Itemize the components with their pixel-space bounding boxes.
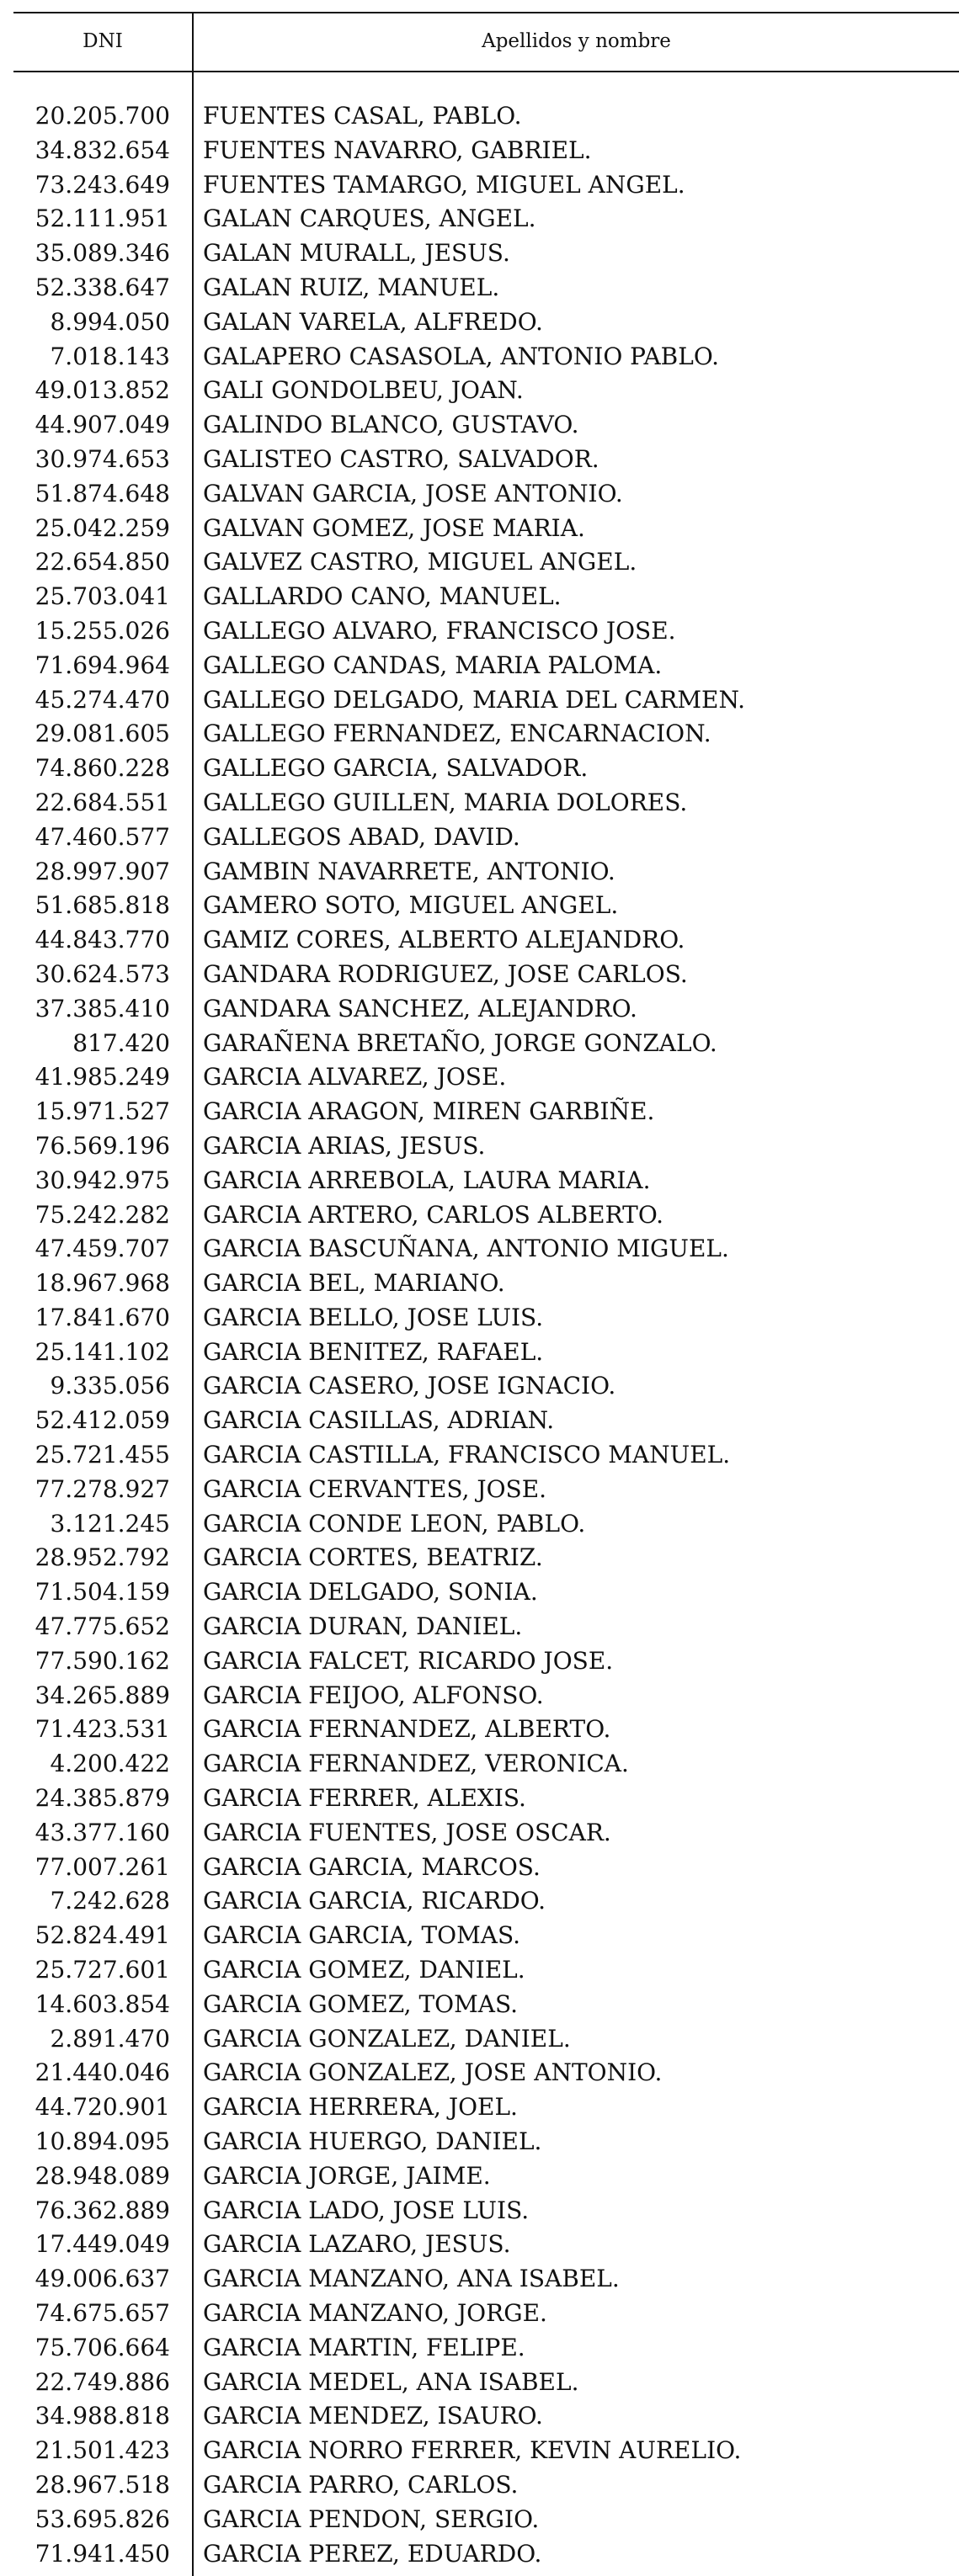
dni-cell: 3.121.245 (50, 1509, 170, 1538)
dni-cell: 22.684.551 (35, 788, 170, 816)
table-row (13, 958, 959, 992)
table-row (13, 923, 959, 958)
header-rule (13, 71, 959, 72)
table-row (13, 545, 959, 580)
name-cell: GARCIA PARRO, CARLOS. (203, 2470, 519, 2499)
name-cell: GANDARA RODRIGUEZ, JOSE CARLOS. (203, 959, 688, 988)
table-row (13, 1988, 959, 2022)
dni-cell: 18.967.968 (35, 1269, 170, 1298)
dni-cell: 77.590.162 (35, 1646, 170, 1675)
dni-cell: 7.242.628 (50, 1887, 170, 1915)
table-row (13, 1610, 959, 1644)
name-cell: GARCIA GOMEZ, DANIEL. (203, 1956, 525, 1984)
table-row (13, 305, 959, 340)
name-cell: GALLEGO DELGADO, MARIA DEL CARMEN. (203, 685, 746, 714)
name-cell: GARCIA FUENTES, JOSE OSCAR. (203, 1818, 611, 1846)
table-row (13, 512, 959, 546)
dni-cell: 52.412.059 (35, 1406, 170, 1435)
table-row (13, 1129, 959, 1164)
dni-cell: 30.624.573 (35, 959, 170, 988)
dni-cell: 51.685.818 (35, 891, 170, 920)
table-row (13, 374, 959, 408)
dni-cell: 25.042.259 (35, 513, 170, 542)
name-cell: GARCIA GONZALEZ, DANIEL. (203, 2024, 571, 2053)
dni-cell: 49.006.637 (35, 2265, 170, 2293)
name-cell: FUENTES TAMARGO, MIGUEL ANGEL. (203, 170, 685, 199)
dni-cell: 34.988.818 (35, 2402, 170, 2430)
dni-cell: 9.335.056 (50, 1372, 170, 1400)
dni-cell: 4.200.422 (50, 1750, 170, 1778)
table-row (13, 2366, 959, 2400)
table-row (13, 1541, 959, 1575)
name-cell: GAMERO SOTO, MIGUEL ANGEL. (203, 891, 619, 920)
dni-cell: 30.942.975 (35, 1166, 170, 1194)
name-cell: GALLEGO CANDAS, MARIA PALOMA. (203, 651, 663, 679)
dni-cell: 49.013.852 (35, 376, 170, 405)
dni-cell: 17.841.670 (35, 1303, 170, 1331)
personnel-table (13, 12, 959, 2576)
table-row (13, 2503, 959, 2537)
name-cell: GALAPERO CASASOLA, ANTONIO PABLO. (203, 342, 720, 370)
dni-cell: 29.081.605 (35, 720, 170, 748)
name-cell: GARCIA GONZALEZ, JOSE ANTONIO. (203, 2058, 663, 2087)
table-row (13, 271, 959, 305)
table-row (13, 889, 959, 923)
dni-cell: 17.449.049 (35, 2230, 170, 2259)
table-row (13, 1679, 959, 1713)
table-row (13, 1404, 959, 1438)
dni-cell: 71.941.450 (35, 2539, 170, 2568)
table-row (13, 821, 959, 855)
table-row (13, 1301, 959, 1336)
name-cell: GARCIA FEIJOO, ALFONSO. (203, 1681, 544, 1709)
name-cell: GALLEGOS ABAD, DAVID. (203, 822, 520, 851)
dni-cell: 73.243.649 (35, 170, 170, 199)
name-cell: GARCIA GARCIA, TOMAS. (203, 1921, 521, 1950)
dni-cell: 25.721.455 (35, 1441, 170, 1469)
table-row (13, 1575, 959, 1610)
name-cell: GALAN CARQUES, ANGEL. (203, 204, 536, 233)
table-row (13, 1884, 959, 1919)
dni-cell: 53.695.826 (35, 2504, 170, 2533)
name-cell: GALLEGO ALVARO, FRANCISCO JOSE. (203, 616, 676, 645)
table-row (13, 236, 959, 271)
dni-cell: 22.749.886 (35, 2367, 170, 2396)
table-row (13, 1369, 959, 1404)
dni-cell: 35.089.346 (35, 239, 170, 268)
name-cell: FUENTES CASAL, PABLO. (203, 102, 522, 130)
dni-cell: 34.265.889 (35, 1681, 170, 1709)
table-row (13, 1060, 959, 1095)
table-row (13, 1953, 959, 1988)
dni-cell: 7.018.143 (50, 342, 170, 370)
table-row (13, 99, 959, 134)
name-cell: GARCIA DELGADO, SONIA. (203, 1578, 538, 1607)
name-cell: GARCIA ARTERO, CARLOS ALBERTO. (203, 1200, 664, 1229)
dni-cell: 74.860.228 (35, 754, 170, 783)
table-row (13, 1164, 959, 1198)
name-cell: GARCIA FALCET, RICARDO JOSE. (203, 1646, 614, 1675)
name-cell: GARCIA MANZANO, JORGE. (203, 2299, 547, 2327)
dni-cell: 41.985.249 (35, 1063, 170, 1091)
header-dni: DNI (83, 30, 123, 52)
dni-cell: 76.362.889 (35, 2196, 170, 2224)
name-cell: GARCIA GOMEZ, TOMAS. (203, 1989, 519, 2018)
name-cell: GARCIA BELLO, JOSE LUIS. (203, 1303, 544, 1331)
table-row (13, 580, 959, 614)
dni-cell: 47.775.652 (35, 1612, 170, 1641)
table-row (13, 1816, 959, 1851)
name-cell: GALINDO BLANCO, GUSTAVO. (203, 411, 579, 439)
name-cell: GARCIA HUERGO, DANIEL. (203, 2127, 542, 2156)
name-cell: GALVAN GARCIA, JOSE ANTONIO. (203, 479, 623, 507)
table-row (13, 1438, 959, 1473)
name-cell: GARCIA ARREBOLA, LAURA MARIA. (203, 1166, 651, 1194)
name-cell: GARCIA GARCIA, MARCOS. (203, 1852, 541, 1881)
name-cell: GARCIA PENDON, SERGIO. (203, 2504, 540, 2533)
table-row (13, 134, 959, 168)
dni-cell: 21.501.423 (35, 2436, 170, 2465)
table-row (13, 855, 959, 890)
name-cell: GARCIA FERNANDEZ, VERONICA. (203, 1750, 629, 1778)
name-cell: GALISTEO CASTRO, SALVADOR. (203, 444, 599, 473)
name-cell: GARCIA JORGE, JAIME. (203, 2161, 491, 2190)
dni-cell: 77.007.261 (35, 1852, 170, 1881)
table-row (13, 683, 959, 718)
dni-cell: 43.377.160 (35, 1818, 170, 1846)
table-row (13, 1095, 959, 1129)
name-cell: GALVEZ CASTRO, MIGUEL ANGEL. (203, 548, 637, 576)
dni-cell: 22.654.850 (35, 548, 170, 576)
dni-cell: 24.385.879 (35, 1784, 170, 1813)
name-cell: GALAN MURALL, JESUS. (203, 239, 510, 268)
table-row (13, 1713, 959, 1747)
dni-cell: 25.727.601 (35, 1956, 170, 1984)
table-row (13, 1782, 959, 1816)
table-row (13, 2399, 959, 2434)
name-cell: GARCIA MANZANO, ANA ISABEL. (203, 2265, 620, 2293)
table-row (13, 2022, 959, 2057)
table-row (13, 649, 959, 683)
table-row (13, 1198, 959, 1233)
dni-cell: 25.703.041 (35, 582, 170, 611)
name-cell: GARCIA CASERO, JOSE IGNACIO. (203, 1372, 616, 1400)
dni-cell: 44.843.770 (35, 926, 170, 954)
table-row (13, 2194, 959, 2228)
name-cell: GALLARDO CANO, MANUEL. (203, 582, 562, 611)
name-cell: GARCIA BASCUÑANA, ANTONIO MIGUEL. (203, 1235, 729, 1263)
table-row (13, 992, 959, 1027)
dni-cell: 20.205.700 (35, 102, 170, 130)
name-cell: GARCIA NORRO FERRER, KEVIN AURELIO. (203, 2436, 742, 2465)
table-row (13, 340, 959, 374)
dni-cell: 45.274.470 (35, 685, 170, 714)
table-row (13, 443, 959, 477)
name-cell: GARCIA PEREZ, EDUARDO. (203, 2539, 542, 2568)
table-row (13, 2125, 959, 2159)
dni-cell: 2.891.470 (50, 2024, 170, 2053)
dni-cell: 34.832.654 (35, 135, 170, 164)
name-cell: GALLEGO GUILLEN, MARIA DOLORES. (203, 788, 688, 816)
name-cell: GAMBIN NAVARRETE, ANTONIO. (203, 857, 615, 885)
name-cell: GARCIA CONDE LEON, PABLO. (203, 1509, 586, 1538)
dni-cell: 30.974.653 (35, 444, 170, 473)
table-row (13, 1747, 959, 1782)
table-body (13, 99, 959, 2571)
table-row (13, 2434, 959, 2468)
table-row (13, 2159, 959, 2194)
name-cell: GALLEGO GARCIA, SALVADOR. (203, 754, 589, 783)
name-cell: GALVAN GOMEZ, JOSE MARIA. (203, 513, 585, 542)
dni-cell: 52.824.491 (35, 1921, 170, 1950)
dni-cell: 52.111.951 (35, 204, 170, 233)
table-row (13, 1919, 959, 1953)
name-cell: GARCIA BEL, MARIANO. (203, 1269, 505, 1298)
table-row (13, 752, 959, 786)
table-row (13, 614, 959, 649)
dni-cell: 28.967.518 (35, 2470, 170, 2499)
name-cell: GARCIA FERRER, ALEXIS. (203, 1784, 526, 1813)
dni-cell: 10.894.095 (35, 2127, 170, 2156)
dni-cell: 52.338.647 (35, 273, 170, 301)
name-cell: GARCIA MARTIN, FELIPE. (203, 2333, 525, 2361)
name-cell: GARCIA ARAGON, MIREN GARBIÑE. (203, 1097, 655, 1126)
dni-cell: 44.720.901 (35, 2093, 170, 2122)
name-cell: GARCIA CASTILLA, FRANCISCO MANUEL. (203, 1441, 731, 1469)
table-row (13, 2262, 959, 2297)
dni-cell: 28.948.089 (35, 2161, 170, 2190)
dni-cell: 51.874.648 (35, 479, 170, 507)
table-row (13, 717, 959, 752)
table-row (13, 408, 959, 443)
name-cell: GARCIA BENITEZ, RAFAEL. (203, 1337, 544, 1366)
dni-cell: 76.569.196 (35, 1131, 170, 1160)
name-cell: GARCIA DURAN, DANIEL. (203, 1612, 523, 1641)
name-cell: GARCIA GARCIA, RICARDO. (203, 1887, 546, 1915)
table-row (13, 168, 959, 203)
name-cell: GARCIA MEDEL, ANA ISABEL. (203, 2367, 579, 2396)
dni-cell: 8.994.050 (50, 307, 170, 336)
dni-cell: 71.504.159 (35, 1578, 170, 1607)
table-row (13, 1851, 959, 1885)
name-cell: GALAN VARELA, ALFREDO. (203, 307, 543, 336)
name-cell: GARCIA ALVAREZ, JOSE. (203, 1063, 507, 1091)
dni-cell: 25.141.102 (35, 1337, 170, 1366)
name-cell: GARCIA CERVANTES, JOSE. (203, 1474, 547, 1503)
name-cell: GARAÑENA BRETAÑO, JORGE GONZALO. (203, 1028, 717, 1057)
table-row (13, 2056, 959, 2090)
table-row (13, 202, 959, 236)
dni-cell: 37.385.410 (35, 994, 170, 1022)
dni-cell: 75.706.664 (35, 2333, 170, 2361)
name-cell: GARCIA CASILLAS, ADRIAN. (203, 1406, 555, 1435)
table-row (13, 1473, 959, 1507)
table-row (13, 477, 959, 512)
name-cell: GALAN RUIZ, MANUEL. (203, 273, 500, 301)
name-cell: GARCIA HERRERA, JOEL. (203, 2093, 518, 2122)
table-row (13, 1267, 959, 1301)
dni-cell: 21.440.046 (35, 2058, 170, 2087)
table-row (13, 1232, 959, 1267)
table-row (13, 1507, 959, 1542)
table-row (13, 2297, 959, 2331)
name-cell: GARCIA LAZARO, JESUS. (203, 2230, 511, 2259)
table-row (13, 2331, 959, 2366)
name-cell: GALLEGO FERNANDEZ, ENCARNACION. (203, 720, 711, 748)
name-cell: GARCIA CORTES, BEATRIZ. (203, 1543, 543, 1572)
name-cell: GARCIA MENDEZ, ISAURO. (203, 2402, 543, 2430)
table-row (13, 786, 959, 821)
table-row (13, 2090, 959, 2125)
name-cell: FUENTES NAVARRO, GABRIEL. (203, 135, 592, 164)
table-row (13, 1027, 959, 1061)
header-name: Apellidos y nombre (482, 30, 671, 52)
dni-cell: 15.255.026 (35, 616, 170, 645)
dni-cell: 44.907.049 (35, 411, 170, 439)
dni-cell: 47.460.577 (35, 822, 170, 851)
name-cell: GAMIZ CORES, ALBERTO ALEJANDRO. (203, 926, 685, 954)
dni-cell: 71.423.531 (35, 1715, 170, 1744)
dni-cell: 28.952.792 (35, 1543, 170, 1572)
table-row (13, 2228, 959, 2262)
table-row (13, 1644, 959, 1679)
table-row (13, 2537, 959, 2572)
dni-cell: 75.242.282 (35, 1200, 170, 1229)
name-cell: GANDARA SANCHEZ, ALEJANDRO. (203, 994, 637, 1022)
dni-cell: 817.420 (72, 1028, 170, 1057)
dni-cell: 71.694.964 (35, 651, 170, 679)
dni-cell: 14.603.854 (35, 1989, 170, 2018)
dni-cell: 28.997.907 (35, 857, 170, 885)
dni-cell: 77.278.927 (35, 1474, 170, 1503)
name-cell: GARCIA ARIAS, JESUS. (203, 1131, 486, 1160)
name-cell: GALI GONDOLBEU, JOAN. (203, 376, 524, 405)
dni-cell: 74.675.657 (35, 2299, 170, 2327)
dni-cell: 47.459.707 (35, 1235, 170, 1263)
name-cell: GARCIA LADO, JOSE LUIS. (203, 2196, 530, 2224)
table-row (13, 1336, 959, 1370)
dni-cell: 15.971.527 (35, 1097, 170, 1126)
table-row (13, 2468, 959, 2503)
name-cell: GARCIA FERNANDEZ, ALBERTO. (203, 1715, 611, 1744)
